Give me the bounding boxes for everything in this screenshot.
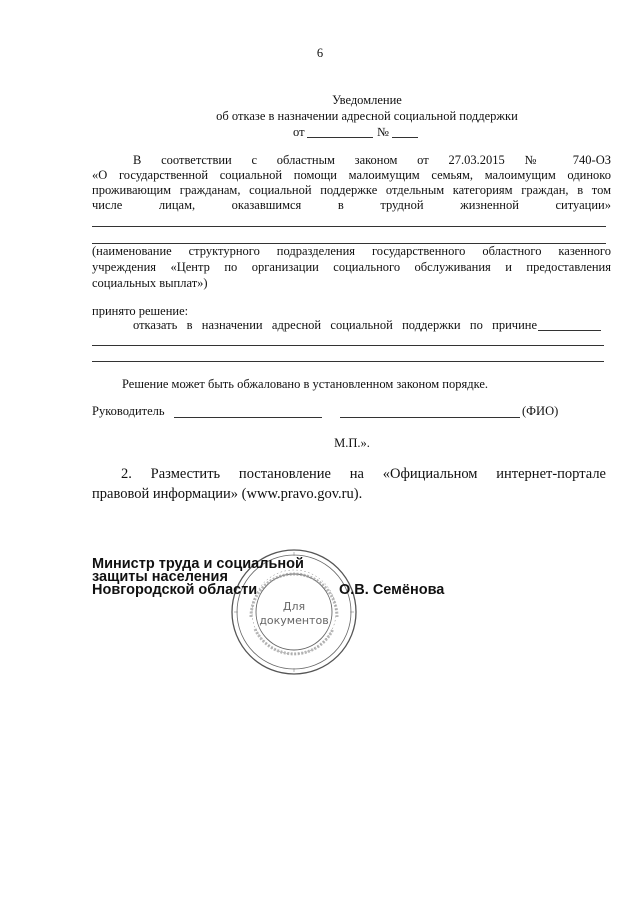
number-blank-line [392,137,418,138]
fio-blank-line [340,417,520,418]
refuse-text: отказать в назначении адресной социальной поддержки по причине [133,318,537,332]
para1-line-1: В соответствии с областным законом от 27.03.2015 № 740-ОЗ [133,153,611,167]
fio-label: (ФИО) [522,404,559,418]
date-blank-line [307,137,373,138]
decision-label: принято решение: [92,304,189,318]
para2-line-3: социальных выплат») [92,276,208,290]
notice-date-label: от [293,125,305,139]
item2-line-1: 2. Разместить постановление на «Официальном интернет-портале [121,466,606,482]
minister-title-line-1: Министр труда и социальной [92,556,304,572]
blank-line [92,226,606,227]
para1-line-2: «О государственной социальной помощи малоимущим семьям, малоимущим одиноко [92,168,611,182]
minister-title-line-3: Новгородской области [92,582,258,598]
minister-name: О.В. Семёнова [339,582,445,598]
minister-title-line-2: защиты населения [92,569,228,585]
para1-line-4: числе лицам, оказавшимся в трудной жизненной ситуации» [92,198,611,212]
stamp-text-line-1: Для [282,600,306,613]
stamp-text-line-2: документов [259,614,329,627]
blank-line [92,345,604,346]
para1-line-3: проживающим гражданам, социальной поддержке отдельным категориям граждан, в том [92,183,611,197]
head-label: Руководитель [92,404,165,418]
notice-number-label: № [377,125,389,139]
mp-label: М.П.». [334,436,370,450]
blank-line [92,361,604,362]
notice-title: Уведомление [332,93,402,107]
signature-blank-line [174,417,322,418]
item2-line-2: правовой информации» (www.pravo.gov.ru). [92,486,363,502]
reason-blank-line [538,330,601,331]
para2-line-2: учреждения «Центр по организации социального обслуживания и предоставления [92,260,611,274]
para2-line-1: (наименование структурного подразделения государственного областного казенного [92,244,611,258]
page-number: 6 [316,46,324,60]
notice-subtitle: об отказе в назначении адресной социальной поддержки [216,109,518,123]
appeal-text: Решение может быть обжаловано в установленном законом порядке. [122,377,489,391]
